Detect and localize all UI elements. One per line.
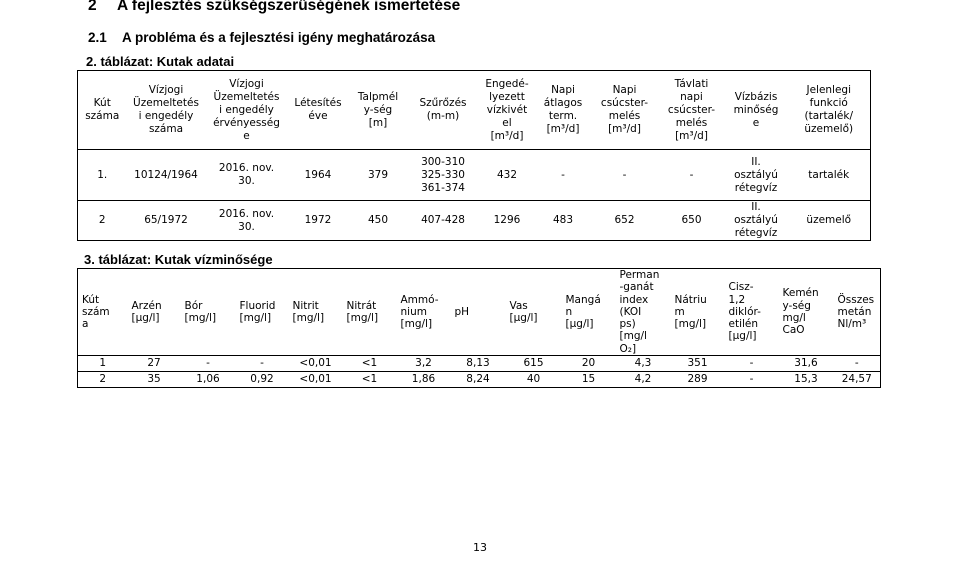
t2-cell-methane: 24,57: [834, 372, 881, 388]
t1-header-daily-peak-output: Napi csúcster- melés [m³/d]: [591, 71, 659, 150]
t1-cell-permitted-abstraction: 432: [479, 150, 536, 201]
t2-cell-fluoride: 0,92: [236, 372, 289, 388]
t2-cell-manganese: 20: [562, 356, 616, 372]
t2-cell-manganese: 15: [562, 372, 616, 388]
t1-cell-daily-peak-output: 652: [591, 201, 659, 241]
t2-header-ph: pH: [451, 269, 506, 356]
t2-header-hardness: Kemén y-ség mg/l CaO: [779, 269, 834, 356]
section-title: A fejlesztés szükségszerűségének ismertetése: [117, 0, 461, 14]
t2-cell-sodium: 289: [671, 372, 725, 388]
t1-header-construction-year: Létesítés éve: [288, 71, 349, 150]
t1-header-long-term-peak-output: Távlati napi csúcster- melés [m³/d]: [659, 71, 725, 150]
t2-cell-nitrate: <1: [343, 372, 397, 388]
t1-cell-daily-peak-output: -: [591, 150, 659, 201]
t1-cell-aquifer-quality: II. osztályú rétegvíz: [725, 201, 788, 241]
t2-cell-well-number: 1: [78, 356, 128, 372]
t1-header-permit-validity: Vízjogi Üzemeltetés i engedély érvényesség e: [206, 71, 288, 150]
table-row: [78, 150, 871, 201]
t2-cell-dichloroethylene: -: [725, 356, 779, 372]
t1-header-well-depth: Talpmél y-ség [m]: [349, 71, 408, 150]
t2-cell-permanganate-index: 4,3: [616, 356, 671, 372]
t2-cell-ph: 8,24: [451, 372, 506, 388]
t1-cell-well-depth: 450: [349, 201, 408, 241]
t2-header-arsenic: Arzén [μg/l]: [128, 269, 181, 356]
t2-cell-boron: 1,06: [181, 372, 236, 388]
t2-header-dichloroethylene: Cisz- 1,2 diklór- etilén [μg/l]: [725, 269, 779, 356]
t2-header-well-number: Kút szám a: [78, 269, 128, 356]
t1-cell-permitted-abstraction: 1296: [479, 201, 536, 241]
t1-cell-well-depth: 379: [349, 150, 408, 201]
t1-cell-permit-validity: 2016. nov. 30.: [206, 201, 288, 241]
t2-cell-dichloroethylene: -: [725, 372, 779, 388]
t1-cell-daily-average-output: 483: [536, 201, 591, 241]
t1-header-daily-average-output: Napi átlagos term. [m³/d]: [536, 71, 591, 150]
t1-header-aquifer-quality: Vízbázis minőség e: [725, 71, 788, 150]
t1-cell-well-number: 1.: [78, 150, 127, 201]
t2-header-permanganate-index: Perman -ganát index (KOI ps) [mg/l O₂]: [616, 269, 671, 356]
t1-header-well-number: Kút száma: [78, 71, 127, 150]
t2-header-methane: Összes metán Nl/m³: [834, 269, 881, 356]
t1-cell-current-function: tartalék: [788, 150, 871, 201]
t1-cell-screen-interval: 407-428: [408, 201, 479, 241]
t2-cell-ph: 8,13: [451, 356, 506, 372]
t1-cell-long-term-peak-output: -: [659, 150, 725, 201]
wells-data-table: [77, 70, 871, 241]
t1-cell-construction-year: 1972: [288, 201, 349, 241]
t2-cell-ammonium: 3,2: [397, 356, 451, 372]
page-number: 13: [473, 541, 487, 554]
t2-cell-fluoride: -: [236, 356, 289, 372]
t2-header-nitrite: Nitrit [mg/l]: [289, 269, 343, 356]
t1-cell-aquifer-quality: II. osztályú rétegvíz: [725, 150, 788, 201]
subsection-title: A probléma és a fejlesztési igény meghatározása: [122, 30, 436, 45]
t2-cell-boron: -: [181, 356, 236, 372]
t1-header-screen-interval: Szűrőzés (m-m): [408, 71, 479, 150]
t1-cell-long-term-peak-output: 650: [659, 201, 725, 241]
t2-header-nitrate: Nitrát [mg/l]: [343, 269, 397, 356]
t2-cell-nitrite: <0,01: [289, 372, 343, 388]
t2-header-boron: Bór [mg/l]: [181, 269, 236, 356]
t1-cell-screen-interval: 300-310 325-330 361-374: [408, 150, 479, 201]
t1-header-permit-number: Vízjogi Üzemeltetés i engedély száma: [127, 71, 206, 150]
t1-header-current-function: Jelenlegi funkció (tartalék/ üzemelő): [788, 71, 871, 150]
t2-header-ammonium: Ammó- nium [mg/l]: [397, 269, 451, 356]
t2-cell-hardness: 15,3: [779, 372, 834, 388]
table-row: [78, 356, 881, 372]
t1-cell-daily-average-output: -: [536, 150, 591, 201]
water-quality-table: [77, 268, 881, 388]
table-caption-wells: 2. táblázat: Kutak adatai: [86, 54, 235, 69]
t2-cell-arsenic: 27: [128, 356, 181, 372]
t1-cell-well-number: 2: [78, 201, 127, 241]
t2-cell-iron: 40: [506, 372, 562, 388]
t2-cell-nitrite: <0,01: [289, 356, 343, 372]
t1-cell-construction-year: 1964: [288, 150, 349, 201]
t2-cell-hardness: 31,6: [779, 356, 834, 372]
t2-header-iron: Vas [μg/l]: [506, 269, 562, 356]
t1-cell-permit-validity: 2016. nov. 30.: [206, 150, 288, 201]
t1-cell-permit-number: 10124/1964: [127, 150, 206, 201]
table-row: [78, 372, 881, 388]
table-caption-water-quality: 3. táblázat: Kutak vízminősége: [84, 252, 273, 267]
t1-header-permitted-abstraction: Engedé- lyezett vízkivét el [m³/d]: [479, 71, 536, 150]
t2-cell-arsenic: 35: [128, 372, 181, 388]
t2-cell-methane: -: [834, 356, 881, 372]
t1-cell-current-function: üzemelő: [788, 201, 871, 241]
t2-header-sodium: Nátriu m [mg/l]: [671, 269, 725, 356]
t2-cell-sodium: 351: [671, 356, 725, 372]
t2-cell-iron: 615: [506, 356, 562, 372]
t2-cell-ammonium: 1,86: [397, 372, 451, 388]
t2-cell-permanganate-index: 4,2: [616, 372, 671, 388]
subsection-number: 2.1: [88, 30, 107, 45]
section-number: 2: [88, 0, 97, 14]
table-header-row: [78, 71, 871, 150]
t2-header-fluoride: Fluorid [mg/l]: [236, 269, 289, 356]
t2-cell-nitrate: <1: [343, 356, 397, 372]
t2-cell-well-number: 2: [78, 372, 128, 388]
table-row: [78, 201, 871, 241]
table-header-row: [78, 269, 881, 356]
t2-header-manganese: Mangá n [μg/l]: [562, 269, 616, 356]
t1-cell-permit-number: 65/1972: [127, 201, 206, 241]
